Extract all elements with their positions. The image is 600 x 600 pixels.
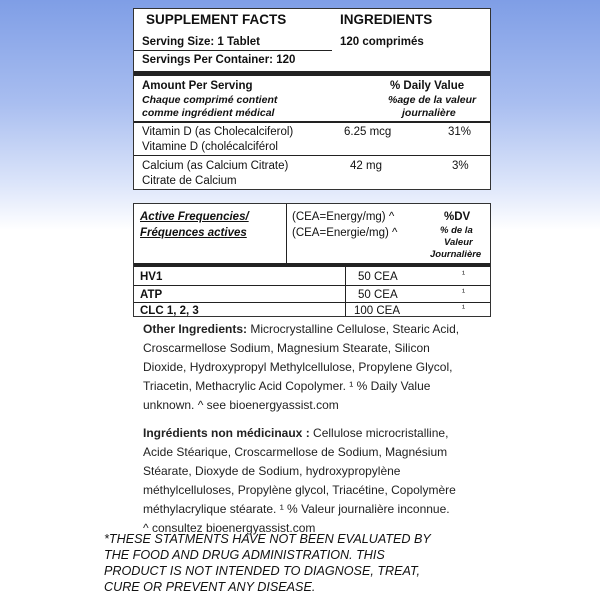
- disclaimer-line: PRODUCT IS NOT INTENDED TO DIAGNOSE, TREAT,: [104, 564, 421, 578]
- frequencies-title: Active Frequencies/: [140, 211, 249, 223]
- cea-fr: (CEA=Energie/mg) ^: [292, 227, 398, 239]
- serving-size: Serving Size: 1 Tablet: [142, 36, 261, 48]
- other-ingredients-line: Croscarmellose Sodium, Magnesium Stearate, Silicon: [143, 341, 430, 355]
- disclaimer-line: *THESE STATMENTS HAVE NOT BEEN EVALUATED BY: [104, 532, 431, 546]
- non-med-line: Acide Stéarique, Croscarmellose de Sodium, Magnésium: [143, 445, 448, 459]
- freq-value: 50 CEA: [358, 289, 398, 301]
- divider: [345, 267, 346, 316]
- other-ingredients: [143, 320, 543, 415]
- non-med-line: méthylacrylique stéarate. ¹ % Valeur journalière inconnue.: [143, 502, 450, 516]
- amount-per-serving: Amount Per Serving: [142, 80, 253, 92]
- facts-title: SUPPLEMENT FACTS: [146, 12, 287, 27]
- divider: [134, 285, 490, 286]
- nutrient-amount: 42 mg: [350, 160, 382, 172]
- non-medicinal-ingredients: [143, 424, 543, 538]
- divider: [134, 50, 332, 51]
- freq-name: HV1: [140, 271, 163, 283]
- divider: [134, 155, 490, 156]
- cea-en: (CEA=Energy/mg) ^: [292, 211, 395, 223]
- divider: [286, 204, 287, 264]
- other-ingredients-line: Microcrystalline Cellulose, Stearic Acid,: [247, 322, 460, 336]
- nutrient-name-fr: Citrate de Calcium: [142, 175, 237, 187]
- freq-note: ¹: [462, 269, 465, 279]
- other-ingredients-line: Triacetin, Methacrylic Acid Copolymer. ¹ % Daily Value: [143, 379, 431, 393]
- freq-value: 50 CEA: [358, 271, 398, 283]
- disclaimer: [104, 531, 504, 595]
- freq-value: 100 CEA: [354, 305, 401, 317]
- disclaimer-line: CURE OR PREVENT ANY DISEASE.: [104, 580, 316, 594]
- other-ingredients-line: Dioxide, Hydroxypropyl Methylcellulose, Propylene Glycol,: [143, 360, 453, 374]
- freq-name: ATP: [140, 289, 163, 301]
- freq-note: ¹: [462, 287, 465, 297]
- freq-dv-fr-2: Valeur: [444, 237, 473, 248]
- nutrient-dv: 3%: [452, 160, 469, 172]
- non-med-label: Ingrédients non médicinaux :: [143, 426, 310, 440]
- amount-fr-2: comme ingrédient médical: [142, 107, 275, 119]
- freq-dv-fr-3: Journalière: [430, 249, 482, 260]
- nutrient-name: Vitamin D (as Cholecalciferol): [142, 126, 294, 138]
- divider: [134, 302, 490, 303]
- ingredients-title: INGREDIENTS: [340, 12, 433, 27]
- freq-note: ¹: [462, 303, 465, 313]
- dv-header: % Daily Value: [390, 80, 465, 92]
- nutrient-amount: 6.25 mcg: [344, 126, 392, 138]
- supplement-facts-panel: [133, 8, 491, 190]
- non-med-line: Stéarate, Dioxyde de Sodium, hydroxypropylène: [143, 464, 401, 478]
- freq-dv: %DV: [444, 211, 471, 223]
- dv-fr-2: journalière: [402, 107, 456, 119]
- amount-fr-1: Chaque comprimé contient: [142, 94, 278, 106]
- dv-fr-1: %age de la valeur: [388, 94, 477, 106]
- disclaimer-line: THE FOOD AND DRUG ADMINISTRATION. THIS: [104, 548, 385, 562]
- frequencies-panel: [133, 203, 491, 317]
- servings-per-container: Servings Per Container: 120: [142, 54, 296, 66]
- nutrient-dv: 31%: [448, 126, 472, 138]
- non-med-line: méthylcelluloses, Propylène glycol, Triacétine, Copolymère: [143, 483, 456, 497]
- frequencies-title-fr: Fréquences actives: [140, 227, 247, 239]
- other-ingredients-line: unknown. ^ see bioenergyassist.com: [143, 398, 339, 412]
- thick-divider: [134, 263, 490, 267]
- nutrient-name: Calcium (as Calcium Citrate): [142, 160, 289, 172]
- non-med-line: Cellulose microcristalline,: [309, 426, 449, 440]
- comprimes: 120 comprimés: [340, 36, 424, 48]
- divider: [134, 121, 490, 123]
- non-med-line: ^ consultez bioenergyassist.com: [143, 521, 316, 535]
- nutrient-name-fr: Vitamine D (cholécalciférol: [142, 141, 278, 153]
- thick-divider: [134, 71, 490, 76]
- freq-name: CLC 1, 2, 3: [140, 305, 199, 317]
- freq-dv-fr-1: % de la: [440, 225, 473, 236]
- other-ingredients-label: Other Ingredients:: [143, 322, 248, 336]
